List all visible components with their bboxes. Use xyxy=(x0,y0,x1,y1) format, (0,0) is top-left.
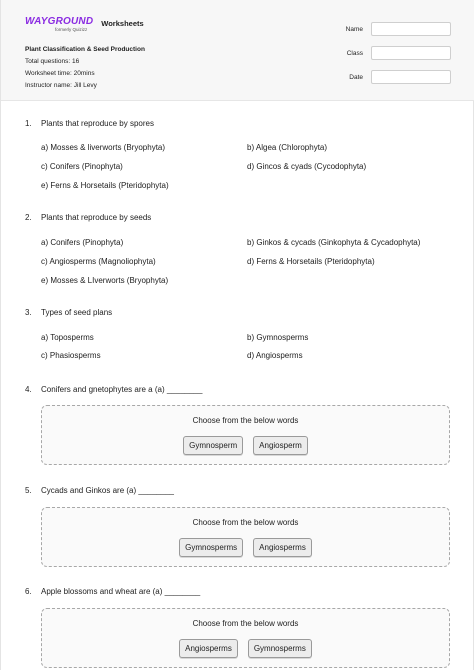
worksheet-time: Worksheet time: 20mins xyxy=(25,70,95,77)
word-bank-title: Choose from the below words xyxy=(192,619,299,628)
word-chips xyxy=(42,639,449,658)
question-stem: Plants that reproduce by seeds xyxy=(41,213,152,222)
option-c[interactable]: c) Angiosperms (Magnoliophyta) xyxy=(41,257,156,266)
word-bank-title: Choose from the below words xyxy=(192,416,299,425)
question-3 xyxy=(25,308,449,318)
word-bank-title: Choose from the below words xyxy=(192,518,299,527)
question-4 xyxy=(25,385,449,395)
word-bank xyxy=(41,608,450,668)
option-c[interactable]: c) Phasiosperms xyxy=(41,351,101,360)
option-d[interactable]: d) Gincos & cyads (Cycodophyta) xyxy=(247,162,367,171)
question-number: 3. xyxy=(25,308,32,317)
word-chip[interactable]: Gymnosperms xyxy=(248,639,312,658)
question-number: 5. xyxy=(25,486,32,495)
option-a[interactable]: a) Conifers (Pinophyta) xyxy=(41,238,124,247)
option-b[interactable]: b) Algea (Chlorophyta) xyxy=(247,143,328,152)
name-label: Name xyxy=(345,25,363,33)
word-chip[interactable]: Angiosperms xyxy=(253,538,312,557)
question-stem: Cycads and Ginkos are (a) ________ xyxy=(41,486,174,495)
date-field-row xyxy=(333,70,451,84)
option-e[interactable]: e) Ferns & Horsetails (Pteridophyta) xyxy=(41,181,169,190)
question-stem: Conifers and gnetophytes are a (a) ________ xyxy=(41,385,203,394)
question-number: 6. xyxy=(25,587,32,596)
instructor-name: Instructor name: Jill Levy xyxy=(25,82,97,89)
option-e[interactable]: e) Mosses & LIverworts (Bryophyta) xyxy=(41,276,169,285)
option-a[interactable]: a) Toposperms xyxy=(41,333,94,342)
option-d[interactable]: d) Angiosperms xyxy=(247,351,303,360)
question-stem: Types of seed plans xyxy=(41,308,113,317)
word-bank xyxy=(41,507,450,567)
class-label: Class xyxy=(346,49,363,57)
question-number: 1. xyxy=(25,119,32,128)
word-chip[interactable]: Angiosperms xyxy=(179,639,238,658)
question-number: 4. xyxy=(25,385,32,394)
date-field[interactable] xyxy=(371,70,451,84)
logo-subtitle: formerly Quizizz xyxy=(55,27,88,32)
brand-logo xyxy=(25,17,144,33)
worksheet-title: Plant Classification & Seed Production xyxy=(25,46,145,53)
question-2 xyxy=(25,213,449,223)
name-field[interactable] xyxy=(371,22,451,36)
word-chips xyxy=(42,538,449,557)
question-6 xyxy=(25,587,449,597)
total-questions: Total questions: 16 xyxy=(25,58,80,65)
class-field[interactable] xyxy=(371,46,451,60)
option-c[interactable]: c) Conifers (Pinophyta) xyxy=(41,162,123,171)
option-a[interactable]: a) Mosses & liverworts (Bryophyta) xyxy=(41,143,166,152)
word-chip[interactable]: Gymnosperm xyxy=(183,436,243,455)
word-bank xyxy=(41,405,450,465)
name-field-row xyxy=(333,22,451,36)
product-name: Worksheets xyxy=(101,19,144,28)
worksheet-header xyxy=(1,0,474,101)
word-chip[interactable]: Gymnosperms xyxy=(179,538,243,557)
word-chip[interactable]: Angiosperm xyxy=(253,436,308,455)
question-stem: Plants that reproduce by spores xyxy=(41,119,154,128)
option-b[interactable]: b) Ginkos & cycads (Ginkophyta & Cycadophyta) xyxy=(247,238,421,247)
date-label: Date xyxy=(349,73,363,81)
question-number: 2. xyxy=(25,213,32,222)
question-stem: Apple blossoms and wheat are (a) ________ xyxy=(41,587,201,596)
question-1 xyxy=(25,119,449,129)
option-d[interactable]: d) Ferns & Horsetails (Pteridophyta) xyxy=(247,257,375,266)
worksheet-meta xyxy=(25,44,145,92)
class-field-row xyxy=(333,46,451,60)
word-chips xyxy=(42,436,449,455)
question-5 xyxy=(25,486,449,496)
logo-wordmark: WAYGROUND xyxy=(25,16,94,27)
option-b[interactable]: b) Gymnosperms xyxy=(247,333,309,342)
